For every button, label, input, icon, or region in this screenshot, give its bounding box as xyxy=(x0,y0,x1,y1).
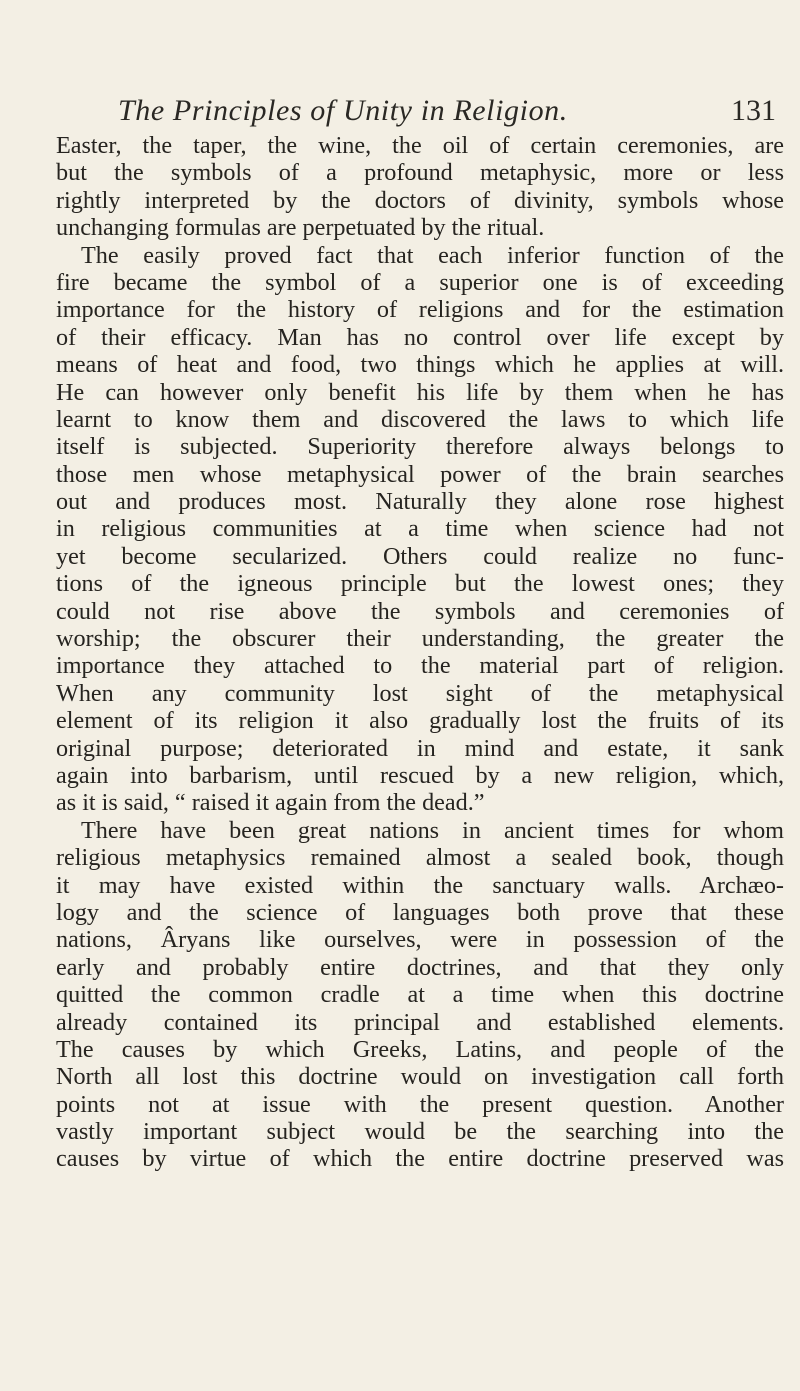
text-line: North all lost this doctrine would on investigation call forth xyxy=(56,1063,784,1091)
text-line: but the symbols of a profound metaphysic, more or less xyxy=(56,159,784,187)
running-header xyxy=(60,94,790,134)
text-line: those men whose metaphysical power of the brain searches xyxy=(56,460,784,488)
text-line: element of its religion it also gradually lost the fruits of its xyxy=(56,707,784,735)
text-line: He can however only benefit his life by them when he has xyxy=(56,378,784,406)
page-number: 131 xyxy=(731,94,776,127)
text-line: again into barbarism, until rescued by a new religion, which, xyxy=(56,761,784,789)
text-line: causes by virtue of which the entire doctrine preserved was xyxy=(56,1145,784,1173)
text-line: of their efficacy. Man has no control over life except by xyxy=(56,323,784,351)
text-line: Easter, the taper, the wine, the oil of certain ceremonies, are xyxy=(56,132,784,159)
text-line: itself is subjected. Superiority therefore always belongs to xyxy=(56,433,784,461)
text-line: it may have existed within the sanctuary walls. Archæo- xyxy=(56,871,784,899)
text-line: in religious communities at a time when science had not xyxy=(56,515,784,543)
text-line: nations, Âryans like ourselves, were in possession of the xyxy=(56,926,784,954)
text-line: worship; the obscurer their understanding, the greater the xyxy=(56,625,784,653)
text-line: as it is said, “ raised it again from the dead.” xyxy=(56,789,485,817)
running-title: The Principles of Unity in Religion. xyxy=(118,94,568,127)
text-line: unchanging formulas are perpetuated by the ritual. xyxy=(56,214,545,242)
text-line: tions of the igneous principle but the lowest ones; they xyxy=(56,570,784,598)
text-line: could not rise above the symbols and ceremonies of xyxy=(56,597,784,625)
text-line: original purpose; deteriorated in mind and estate, it sank xyxy=(56,734,784,762)
text-line: early and probably entire doctrines, and that they only xyxy=(56,953,784,981)
body-text xyxy=(56,132,784,1173)
text-line: importance they attached to the material part of religion. xyxy=(56,652,784,680)
text-line: vastly important subject would be the searching into the xyxy=(56,1118,784,1146)
text-line: importance for the history of religions and for the estimation xyxy=(56,296,784,324)
text-line: points not at issue with the present question. Another xyxy=(56,1090,784,1118)
text-line: logy and the science of languages both prove that these xyxy=(56,898,784,926)
text-line: learnt to know them and discovered the laws to which life xyxy=(56,405,784,433)
text-line: means of heat and food, two things which he applies at will. xyxy=(56,351,784,379)
text-line: fire became the symbol of a superior one is of exceeding xyxy=(56,268,784,296)
text-line: The easily proved fact that each inferior function of the xyxy=(81,241,784,269)
text-line: out and produces most. Naturally they alone rose highest xyxy=(56,488,784,516)
text-line: The causes by which Greeks, Latins, and people of the xyxy=(56,1035,784,1063)
text-line: religious metaphysics remained almost a sealed book, though xyxy=(56,844,784,872)
text-line: When any community lost sight of the metaphysical xyxy=(56,679,784,707)
text-line: There have been great nations in ancient times for whom xyxy=(81,816,784,844)
text-line: rightly interpreted by the doctors of divinity, symbols whose xyxy=(56,186,784,214)
text-line: quitted the common cradle at a time when this doctrine xyxy=(56,981,784,1009)
text-line: yet become secularized. Others could realize no func- xyxy=(56,542,784,570)
text-line: already contained its principal and established elements. xyxy=(56,1008,784,1036)
